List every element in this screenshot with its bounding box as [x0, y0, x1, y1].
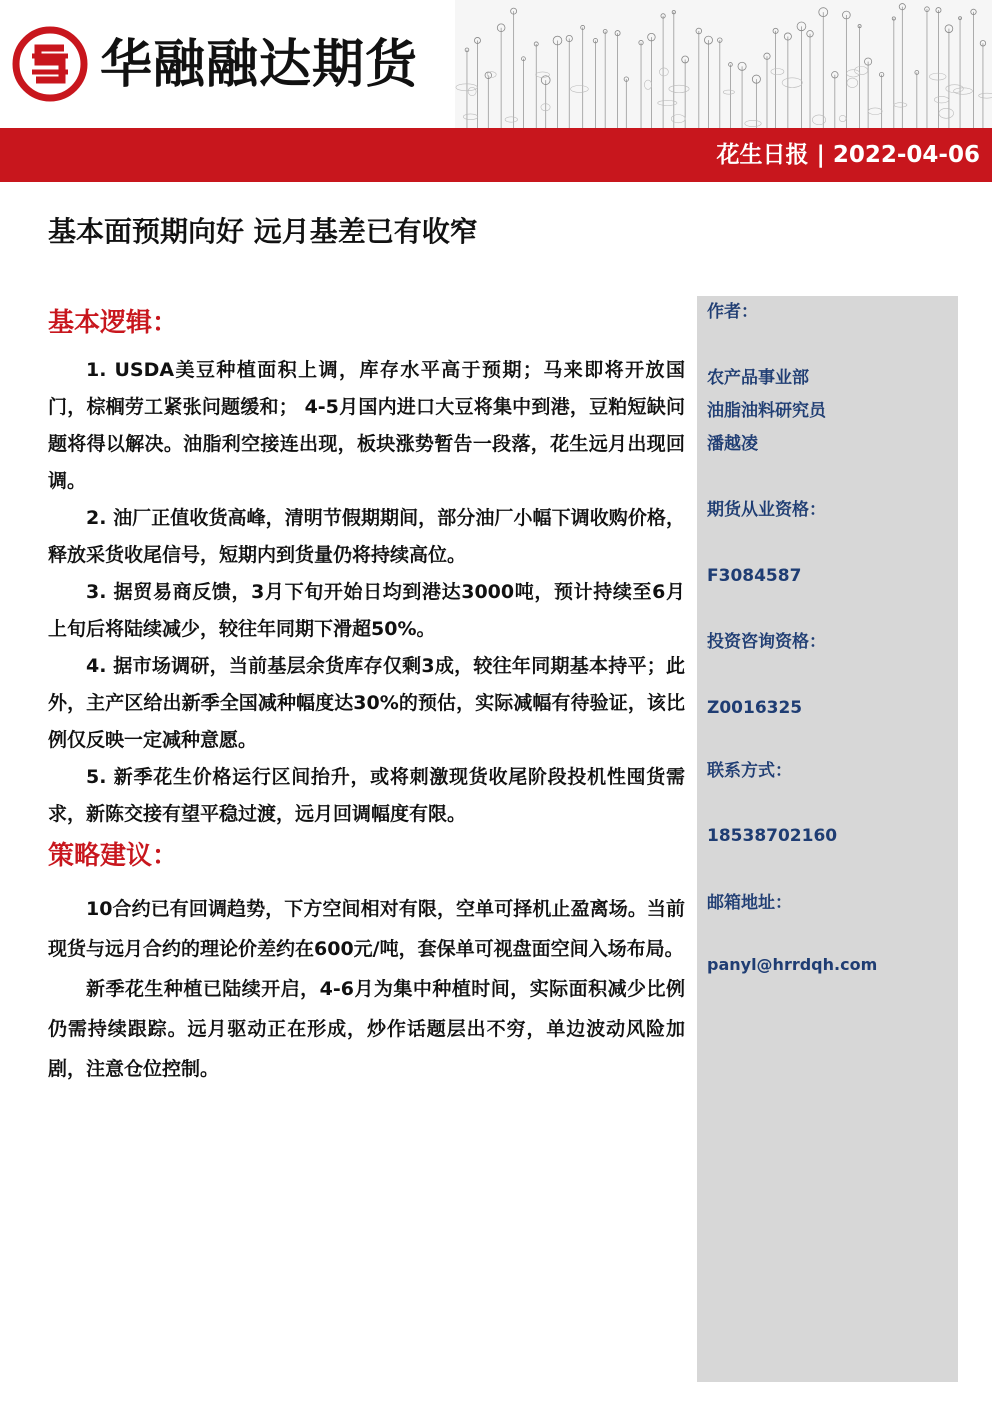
logic-section-title: 基本逻辑： [48, 308, 179, 338]
futures-qualification-label: 期货从业资格： [707, 500, 826, 520]
strategy-paragraph: 10合约已有回调趋势，下方空间相对有限，空单可择机止盈离场。当前现货与远月合约的理论价差约在600元/吨，套保单可视盘面空间入场布局。 [48, 898, 685, 960]
main-content [48, 300, 685, 1089]
company-logo-icon [12, 26, 88, 102]
author-sidebar [697, 296, 958, 1382]
futures-qualification-id: F3084587 [707, 566, 802, 586]
logic-paragraph: 3. 据贸易商反馈，3月下旬开始日均到港达3000吨，预计持续至6月上旬后将陆续减少，较往年同期下滑超50%。 [48, 581, 685, 640]
contact-phone: 18538702160 [707, 826, 838, 846]
report-header [0, 0, 992, 182]
invest-qualification-id: Z0016325 [707, 698, 803, 718]
report-type-date: 花生日报 | 2022-04-06 [716, 142, 980, 168]
logic-paragraph: 4. 据市场调研，当前基层余货库存仅剩3成，较往年同期基本持平；此外，主产区给出新季全国减种幅度达30%的预估，实际减幅有待验证，该比例仅反映一定减种意愿。 [48, 655, 685, 751]
strategy-section [48, 889, 685, 1089]
contact-email[interactable]: panyl@hrrdqh.com [707, 955, 878, 974]
report-headline: 基本面预期向好 远月基差已有收窄 [48, 215, 478, 248]
logic-paragraph: 2. 油厂正值收货高峰，清明节假期期间，部分油厂小幅下调收购价格，释放采货收尾信号，短期内到货量仍将持续高位。 [48, 507, 685, 566]
strategy-paragraph: 新季花生种植已陆续开启，4-6月为集中种植时间，实际面积减少比例仍需持续跟踪。远月驱动正在形成，炒作话题层出不穷，单边波动风险加剧，注意仓位控制。 [48, 978, 685, 1080]
company-name: 华融融达期货 [100, 34, 419, 95]
strategy-section-title: 策略建议： [48, 841, 179, 871]
author-role: 油脂油料研究员 [707, 401, 826, 421]
logic-paragraph: 1. USDA美豆种植面积上调，库存水平高于预期；马来即将开放国门，棕榈劳工紧张问题缓和； 4-5月国内进口大豆将集中到港，豆粕短缺问题将得以解决。油脂利空接连出现，板块涨势暂告一段落，花生远月出现回调。 [48, 359, 685, 492]
author-label: 作者： [707, 302, 758, 322]
author-name: 潘越凌 [707, 434, 758, 454]
author-dept: 农产品事业部 [707, 368, 809, 388]
email-label: 邮箱地址： [707, 893, 792, 913]
logic-paragraph: 5. 新季花生价格运行区间抬升，或将刺激现货收尾阶段投机性囤货需求，新陈交接有望平稳过渡，远月回调幅度有限。 [48, 766, 685, 825]
contact-label: 联系方式： [707, 761, 792, 781]
header-decoration [455, 0, 992, 128]
invest-qualification-label: 投资咨询资格： [707, 632, 826, 652]
